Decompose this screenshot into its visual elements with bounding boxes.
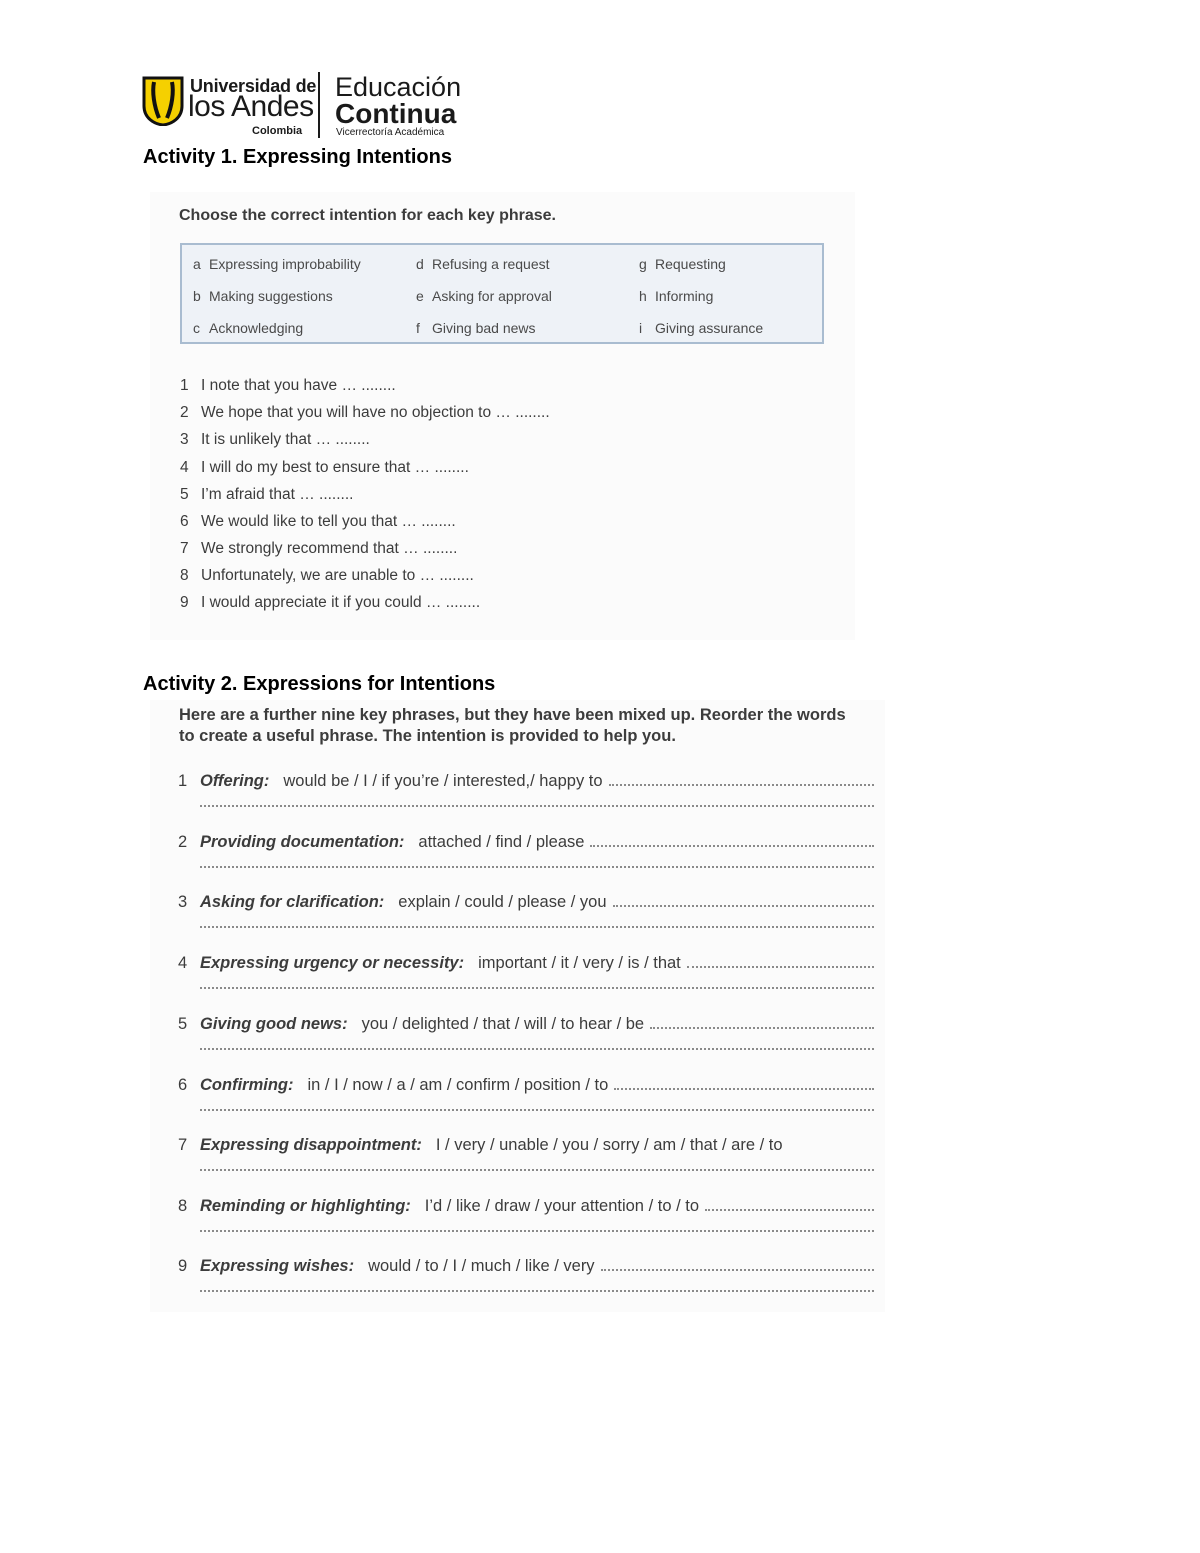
key-phrase-item: 8 Unfortunately, we are unable to … ........ xyxy=(180,567,474,584)
answer-line[interactable] xyxy=(609,783,874,786)
university-shield-icon xyxy=(142,76,184,126)
key-phrase-item: 5 I’m afraid that … ........ xyxy=(180,486,354,503)
answer-line[interactable] xyxy=(590,844,874,847)
intention-label: Confirming: xyxy=(200,1076,294,1094)
option-text: Refusing a request xyxy=(432,256,550,272)
answer-line[interactable] xyxy=(200,866,874,868)
answer-line[interactable] xyxy=(200,1048,874,1050)
answer-line[interactable] xyxy=(200,1169,874,1171)
mixed-words: would be / I / if you’re / interested,/ happy to xyxy=(283,772,603,790)
option-i: i Giving assurance xyxy=(639,320,764,336)
header-logo xyxy=(142,70,462,140)
option-text: Requesting xyxy=(655,256,726,272)
reorder-item: 6 Confirming: in / I / now / a / am / confirm / position / to xyxy=(178,1076,874,1116)
answer-line[interactable] xyxy=(614,1087,874,1090)
reorder-item: 4 Expressing urgency or necessity: important / it / very / is / that xyxy=(178,954,874,994)
activity2-title: Activity 2. Expressions for Intentions xyxy=(143,673,496,695)
option-g: g Requesting xyxy=(639,256,726,272)
option-text: Giving bad news xyxy=(432,320,536,336)
reorder-item: 5 Giving good news: you / delighted / that / will / to hear / be xyxy=(178,1015,874,1055)
intention-label: Expressing urgency or necessity: xyxy=(200,954,465,972)
mixed-words: you / delighted / that / will / to hear / be xyxy=(361,1015,645,1033)
reorder-item: 3 Asking for clarification: explain / could / please / you xyxy=(178,893,874,933)
intention-label: Offering: xyxy=(200,772,270,790)
logo-program-sub: Vicerrectoría Académica xyxy=(336,127,445,138)
option-text: Giving assurance xyxy=(655,320,764,336)
intention-label: Giving good news: xyxy=(200,1015,348,1033)
key-phrase-item: 3 It is unlikely that … ........ xyxy=(180,431,370,448)
logo-divider xyxy=(318,72,320,138)
key-phrase-item: 4 I will do my best to ensure that … ........ xyxy=(180,459,469,476)
mixed-words: attached / find / please xyxy=(418,833,585,851)
intention-label: Asking for clarification: xyxy=(200,893,385,911)
option-text: Asking for approval xyxy=(432,288,552,304)
mixed-words: important / it / very / is / that xyxy=(478,954,681,972)
option-text: Expressing improbability xyxy=(209,256,361,272)
answer-line[interactable] xyxy=(687,965,874,968)
reorder-item: 1 Offering: would be / I / if you’re / interested,/ happy to xyxy=(178,772,874,812)
answer-line[interactable] xyxy=(650,1026,874,1029)
logo-university-main: los Andes xyxy=(188,90,314,123)
answer-line[interactable] xyxy=(200,1230,874,1232)
mixed-words: I’d / like / draw / your attention / to / to xyxy=(424,1197,700,1215)
intention-label: Expressing disappointment: xyxy=(200,1136,422,1154)
option-c: c Acknowledging xyxy=(193,320,304,336)
intention-label: Reminding or highlighting: xyxy=(200,1197,411,1215)
reorder-item: 7 Expressing disappointment: I / very / unable / you / sorry / am / that / are / to xyxy=(178,1136,874,1176)
key-phrase-item: 6 We would like to tell you that … ........ xyxy=(180,513,456,530)
option-text: Informing xyxy=(655,288,714,304)
answer-line[interactable] xyxy=(705,1208,874,1211)
answer-line[interactable] xyxy=(200,926,874,928)
logo-university-country: Colombia xyxy=(252,125,303,137)
activity1-instruction: Choose the correct intention for each key phrase. xyxy=(179,207,556,224)
activity1-title: Activity 1. Expressing Intentions xyxy=(143,146,452,168)
mixed-words: would / to / I / much / like / very xyxy=(368,1257,595,1275)
logo-university-top: Universidad de xyxy=(190,76,317,96)
answer-line[interactable] xyxy=(200,987,874,989)
intention-label: Expressing wishes: xyxy=(200,1257,355,1275)
key-phrase-item: 2 We hope that you will have no objection to … ........ xyxy=(180,404,550,421)
answer-line[interactable] xyxy=(200,805,874,807)
reorder-item: 9 Expressing wishes: would / to / I / much / like / very xyxy=(178,1257,874,1297)
option-f: f Giving bad news xyxy=(416,320,536,336)
option-e: e Asking for approval xyxy=(416,288,552,304)
answer-line[interactable] xyxy=(200,1109,874,1111)
answer-line[interactable] xyxy=(613,904,875,907)
logo-program-main: Continua xyxy=(335,98,457,129)
activity2-instruction: Here are a further nine key phrases, but they have been mixed up. Reorder the words to create a useful phrase. The intention is provided to help you. xyxy=(179,706,846,745)
answer-line[interactable] xyxy=(601,1268,874,1271)
option-a: a Expressing improbability xyxy=(193,256,361,272)
option-text: Making suggestions xyxy=(209,288,333,304)
option-d: d Refusing a request xyxy=(416,256,550,272)
logo-program-top: Educación xyxy=(335,72,462,102)
mixed-words: I / very / unable / you / sorry / am / that / are / to xyxy=(435,1136,783,1154)
option-h: h Informing xyxy=(639,288,714,304)
mixed-words: in / I / now / a / am / confirm / position / to xyxy=(307,1076,609,1094)
answer-line[interactable] xyxy=(200,1290,874,1292)
option-text: Acknowledging xyxy=(209,320,304,336)
intention-label: Providing documentation: xyxy=(200,833,405,851)
key-phrase-item: 9 I would appreciate it if you could … ........ xyxy=(180,594,481,611)
mixed-words: explain / could / please / you xyxy=(398,893,607,911)
option-b: b Making suggestions xyxy=(193,288,333,304)
reorder-item: 2 Providing documentation: attached / find / please xyxy=(178,833,874,873)
key-phrase-item: 1 I note that you have … ........ xyxy=(180,377,396,394)
key-phrase-item: 7 We strongly recommend that … ........ xyxy=(180,540,458,557)
reorder-item: 8 Reminding or highlighting: I’d / like / draw / your attention / to / to xyxy=(178,1197,874,1237)
